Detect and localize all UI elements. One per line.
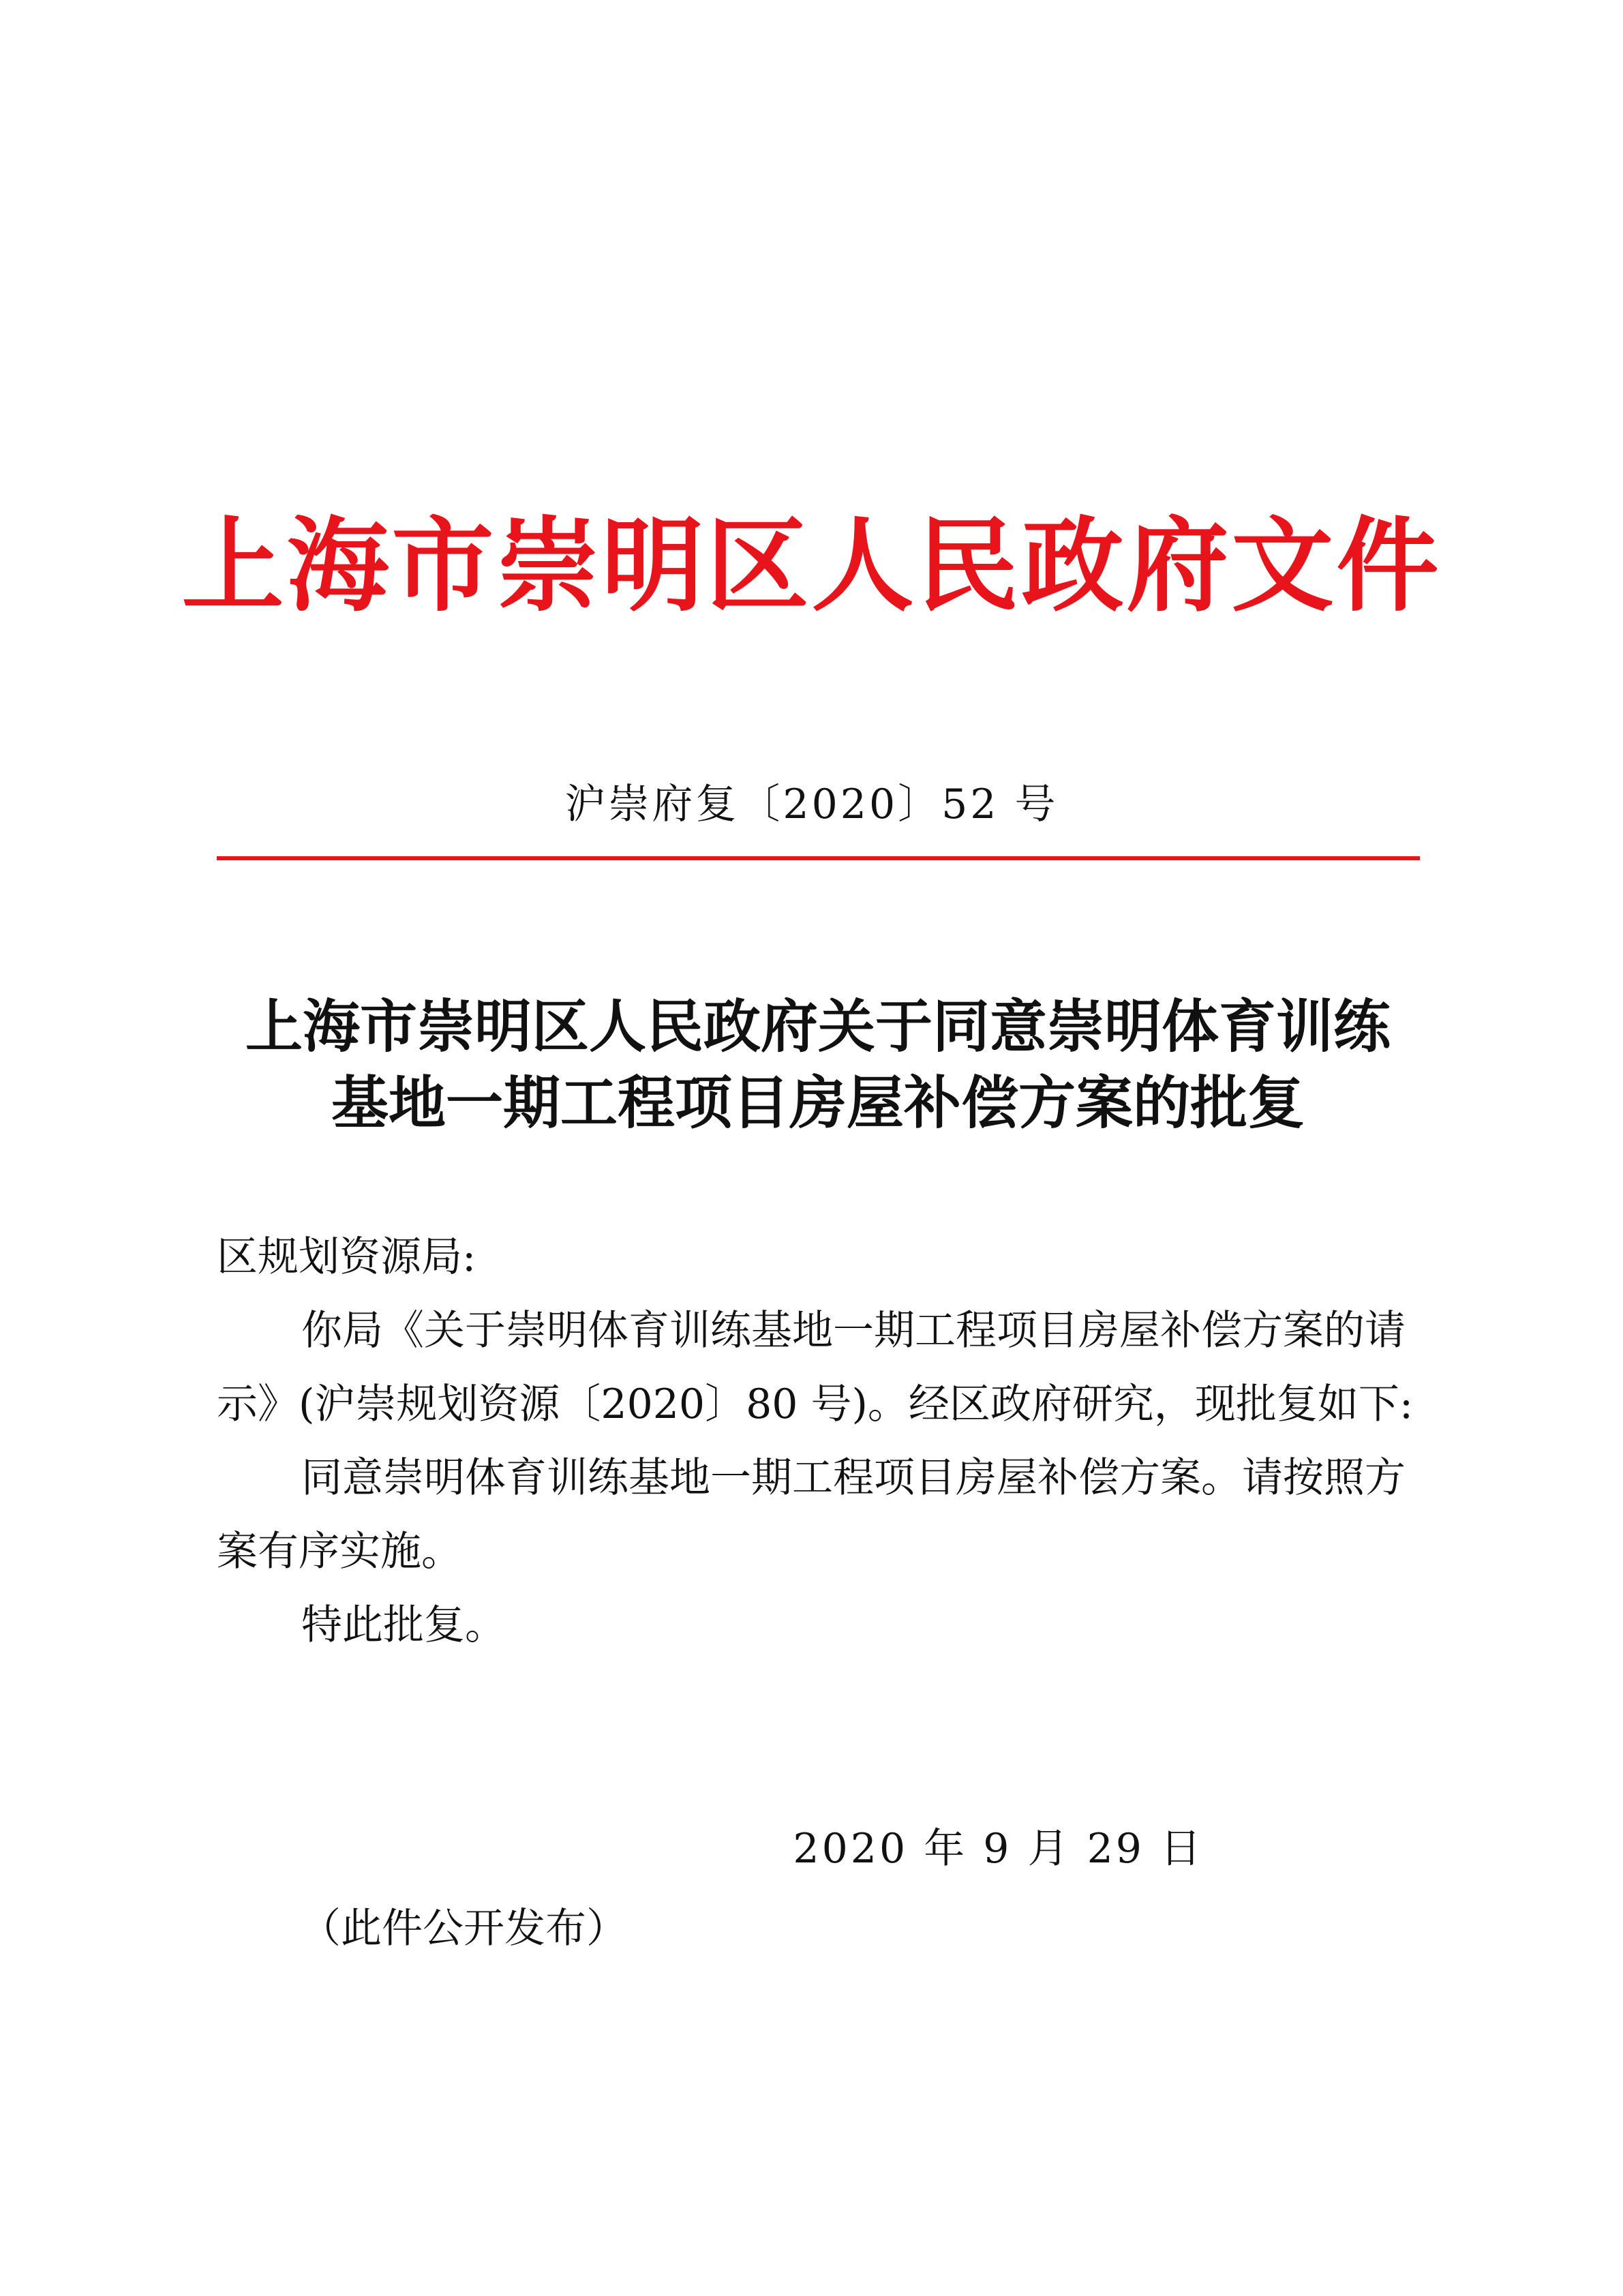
- title-line-1: 上海市崇明区人民政府关于同意崇明体育训练: [245, 993, 1391, 1060]
- body-paragraph-1: 你局《关于崇明体育训练基地一期工程项目房屋补偿方案的请示》(沪崇规划资源〔2020〕80 号)。经区政府研究，现批复如下:: [217, 1307, 1414, 1428]
- closing-line: 特此批复。: [301, 1601, 506, 1649]
- red-divider-line: [217, 856, 1420, 860]
- document-title: [204, 988, 1431, 1141]
- document-body: [217, 1220, 1423, 1662]
- body-paragraph-2: 同意崇明体育训练基地一期工程项目房屋补偿方案。请按照方案有序实施。: [217, 1454, 1406, 1575]
- addressee: 区规划资源局:: [217, 1233, 476, 1281]
- masthead-title: 上海市崇明区人民政府文件: [181, 506, 1442, 626]
- issue-date: 2020 年 9 月 29 日: [793, 1825, 1204, 1873]
- title-line-2: 基地一期工程项目房屋补偿方案的批复: [331, 1069, 1305, 1136]
- document-number: 沪崇府复〔2020〕52 号: [564, 781, 1059, 828]
- publish-note: （此件公开发布）: [300, 1905, 627, 1952]
